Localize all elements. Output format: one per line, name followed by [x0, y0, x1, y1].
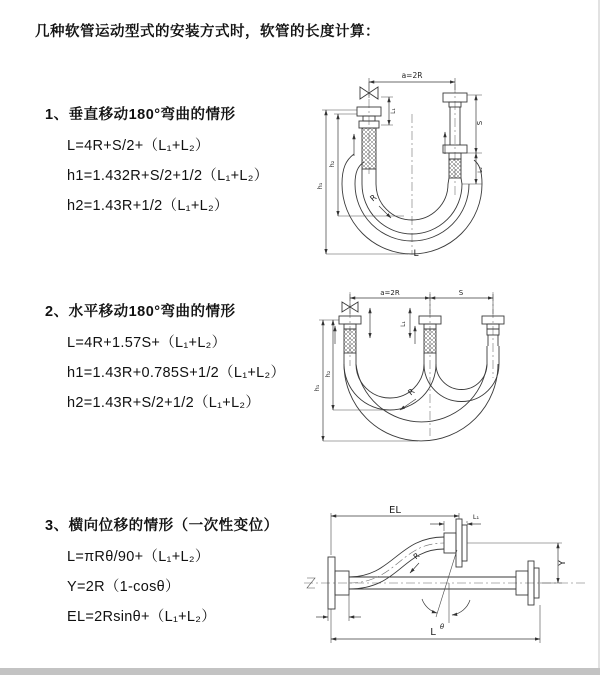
dim-label-el: EL [389, 505, 401, 516]
angle-label-theta: θ [439, 623, 445, 631]
dim-label-l2: L₂ [477, 167, 484, 173]
page-title: 几种软管运动型式的安装方式时，软管的长度计算： [35, 24, 380, 40]
dim-label-s: S [458, 289, 464, 297]
dim-label-h2: h₂ [328, 160, 336, 168]
dim-label-l1: L₁ [472, 513, 480, 521]
dim-label-y: Y [558, 560, 568, 566]
diagram-lateral-displacement [298, 505, 593, 655]
dim-label-l1: L₁ [400, 321, 407, 327]
diagram-vertical-180-bend [312, 66, 562, 258]
radius-leader [410, 563, 419, 573]
dim-label-h1: h₁ [313, 384, 321, 392]
dim-label-h2: h₂ [324, 370, 332, 378]
hose-displaced-position [349, 537, 444, 589]
section-1-heading: 1、垂直移动180°弯曲的情形 [45, 107, 236, 123]
formula-h2: h2=1.43R+1/2（L₁+L₂） [67, 198, 229, 214]
dim-label-l1: L₁ [390, 108, 397, 114]
section-3-heading: 3、横向位移的情形（一次性变位） [45, 518, 279, 534]
formula-h1: h1=1.43R+0.785S+1/2（L₁+L₂） [67, 365, 286, 381]
section-1 [45, 103, 269, 228]
formula-h2: h2=1.43R+S/2+1/2（L₁+L₂） [67, 395, 261, 411]
dim-label-l: L [430, 627, 436, 638]
radius-label-r: R [406, 386, 417, 398]
formula-length: L=4R+1.57S+（L₁+L₂） [67, 335, 227, 351]
section-2 [45, 300, 285, 425]
braided-hose-section [424, 329, 436, 353]
hose-outer-sweep [344, 364, 498, 441]
radius-leader [400, 399, 416, 410]
section-2-heading: 2、水平移动180°弯曲的情形 [45, 304, 236, 320]
dim-label-span: a=2R [380, 289, 400, 297]
radius-label-r: R [368, 192, 379, 204]
left-pipe-fitting [357, 107, 381, 169]
braided-hose-section [449, 159, 461, 178]
formula-length: L=4R+S/2+（L₁+L₂） [67, 138, 210, 154]
scan-bottom-band [0, 668, 600, 675]
diagram-horizontal-180-bend [310, 286, 565, 458]
braided-hose-section [344, 329, 356, 353]
dim-label-s: S [476, 120, 484, 126]
dim-label-h1: h₁ [316, 182, 324, 190]
top-flange [444, 519, 467, 567]
formula-el: EL=2Rsinθ+（L₁+L₂） [67, 609, 217, 625]
formula-y: Y=2R（1-cosθ） [67, 579, 180, 595]
hose-u-bend-position-1 [344, 353, 436, 410]
formula-h1: h1=1.432R+S/2+1/2（L₁+L₂） [67, 168, 269, 184]
braided-hose-section [362, 128, 376, 169]
dim-label-l: L [413, 249, 419, 258]
formula-length: L=πRθ/90+（L₁+L₂） [67, 549, 210, 565]
section-3 [45, 514, 279, 639]
radius-label-r: R [411, 550, 422, 562]
dim-label-span: a=2R [401, 71, 423, 80]
